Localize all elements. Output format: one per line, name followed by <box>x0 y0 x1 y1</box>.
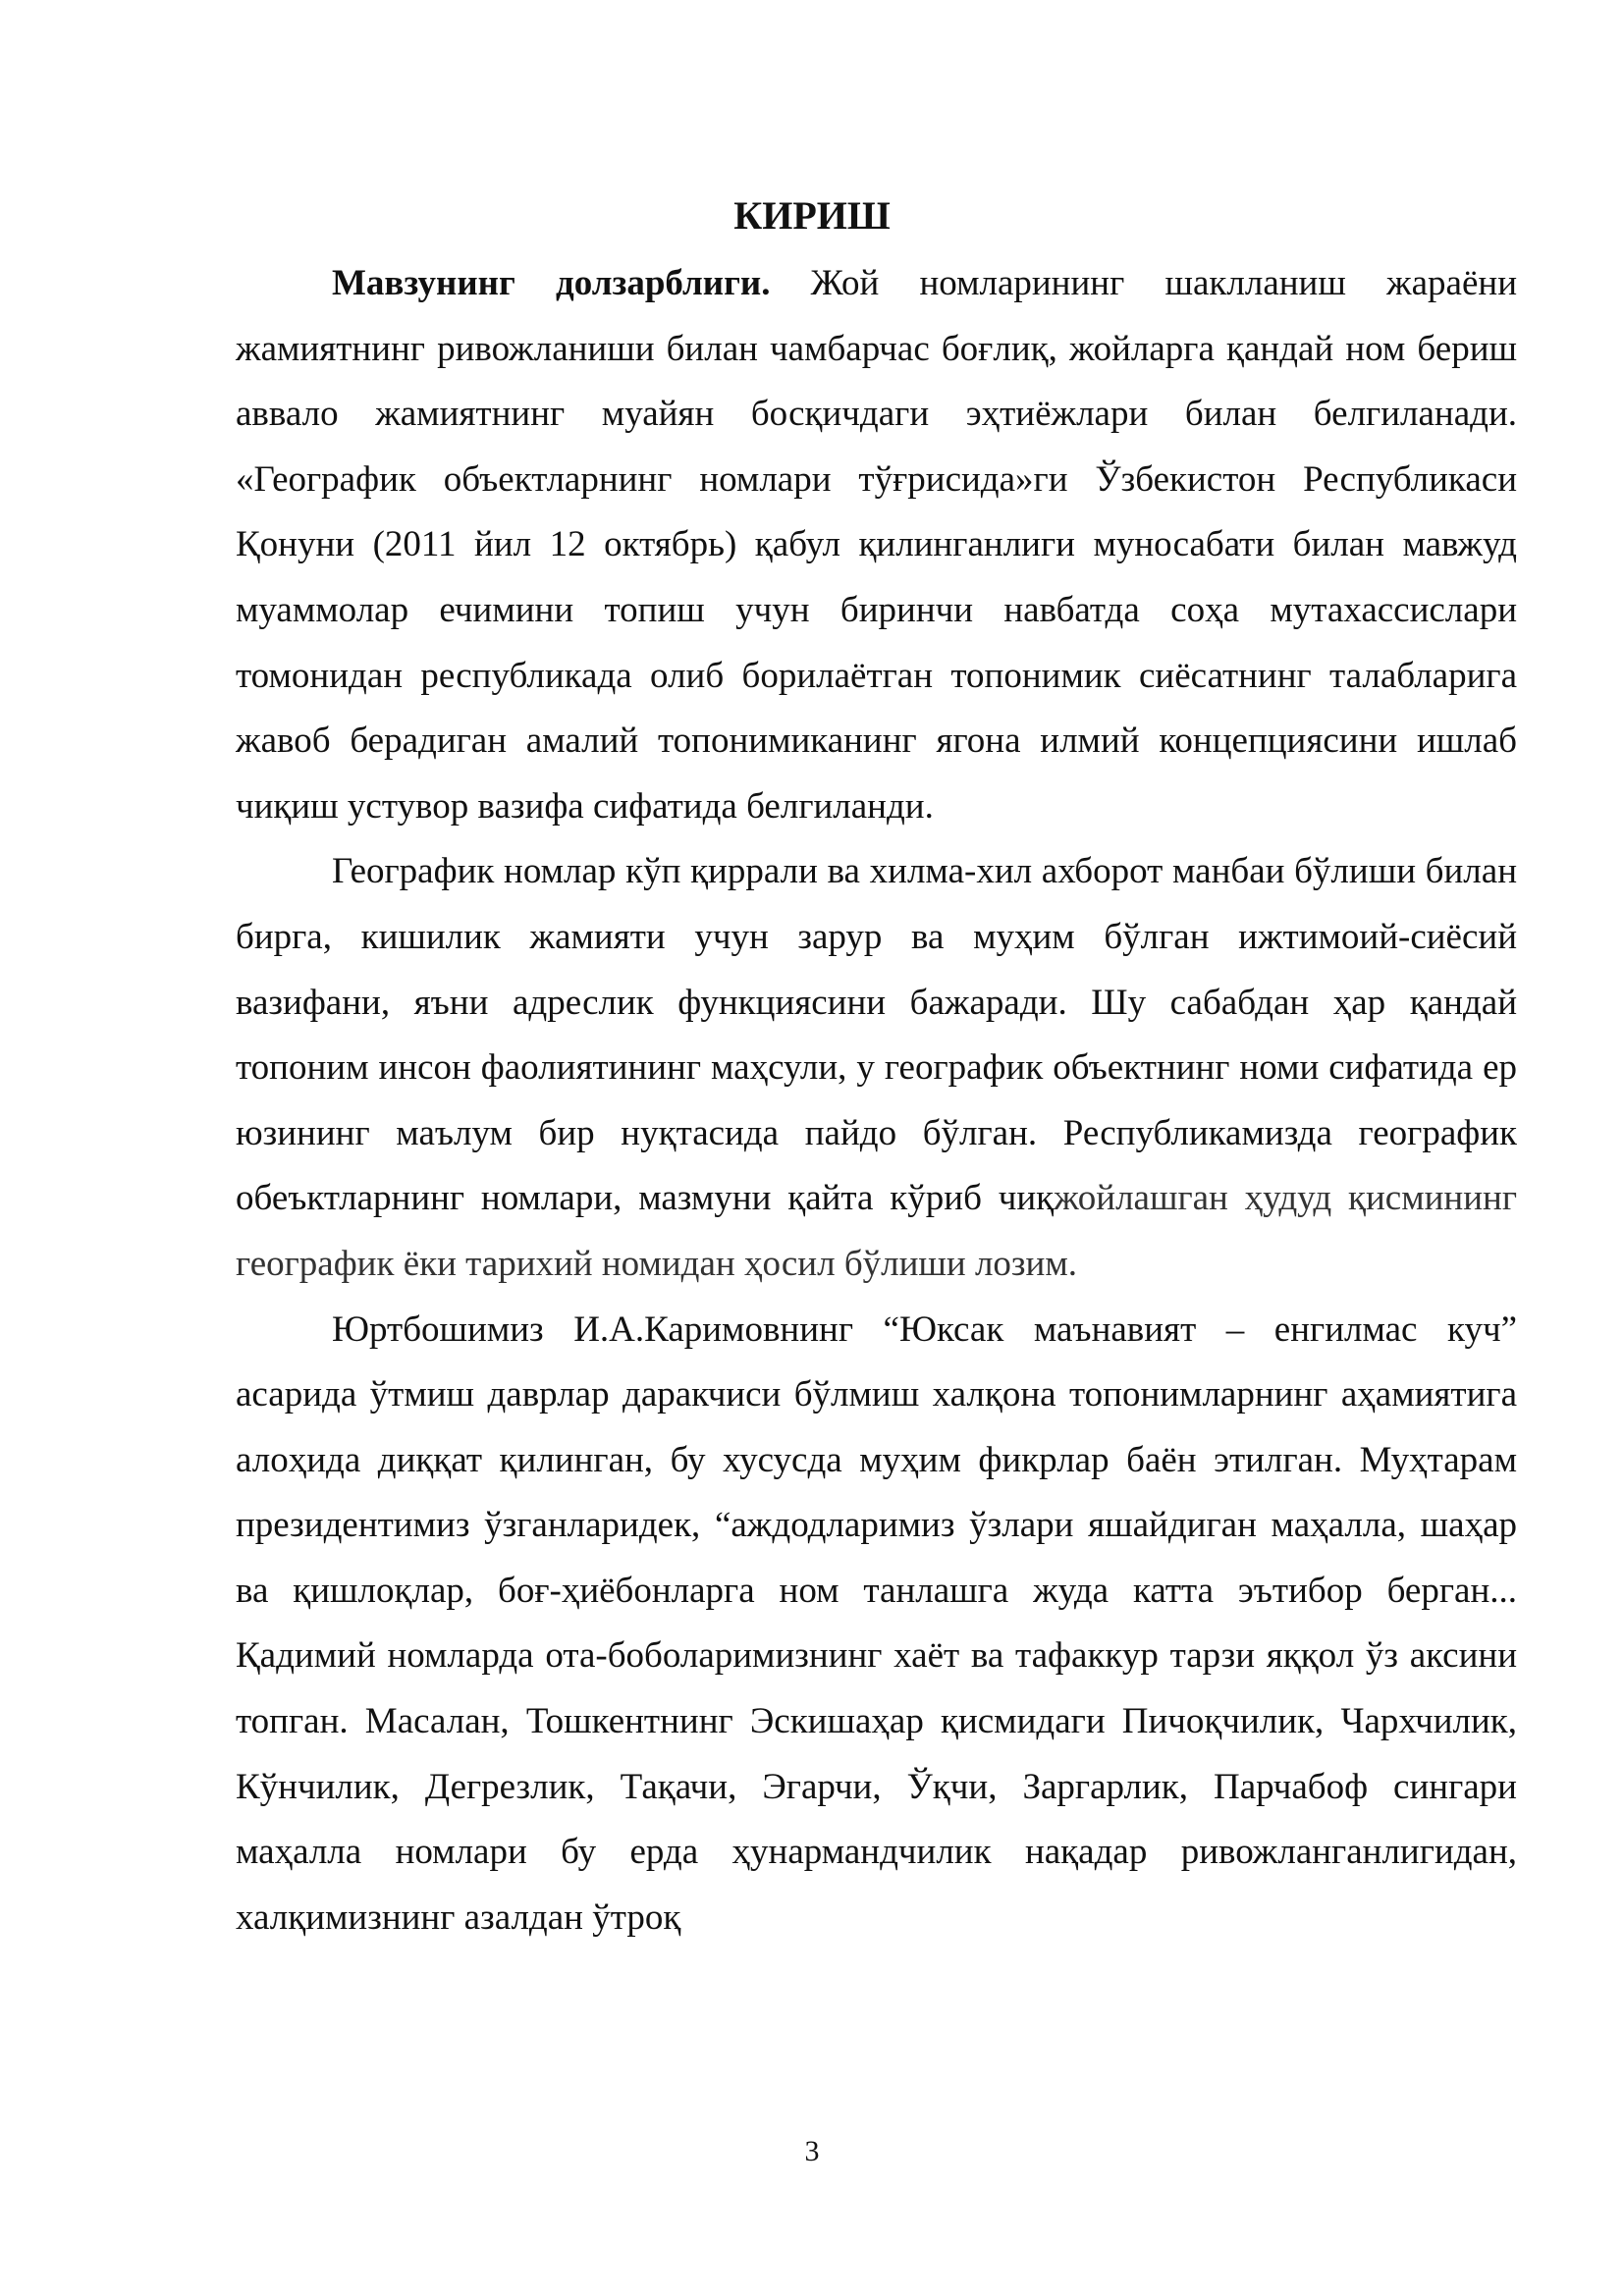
paragraph-text-tail: жойлашган ҳудуд қисмининг географик ёки тарихий номидан ҳосил бўлиши лозим. <box>236 1178 1517 1284</box>
document-body <box>236 251 1517 1950</box>
paragraph-geographic-names <box>236 839 1517 1297</box>
page-number: 3 <box>804 2135 820 2167</box>
paragraph-text: Географик номлар кўп қиррали ва хилма-хил ахборот манбаи бўлиши билан бирга, кишилик жамияти учун зарур ва муҳим бўлган ижтимоий-сиёсий вазифани, яъни адреслик функциясини бажаради. Шу сабабдан ҳар қандай топоним инсон фаолиятининг маҳсули, у географик объектнинг номи сифатида ер юзининг маълум бир нуқтасида пайдо бўлган. Республикамизда географик обеъктларнинг номлари, мазмуни қайта кўриб чиқ <box>236 851 1517 1219</box>
paragraph-text: Юртбошимиз И.А.Каримовнинг “Юксак маънавият – енгилмас куч” асарида ўтмиш даврлар даракчиси бўлмиш халқона топонимларнинг аҳамиятига алоҳида диққат қилинган, бу хусусда муҳим фикрлар баён этилган. Муҳтарам президентимиз ўзганларидек, “аждодларимиз ўзлари яшайдиган маҳалла, шаҳар ва қишлоқлар, боғ-ҳиёбонларга ном танлашга жуда катта эътибор берган... Қадимий номларда ота-боболаримизнинг хаёт ва тафаккур тарзи яққол ўз аксини топган. Масалан, Тошкентнинг Эскишаҳар қисмидаги Пичоқчилик, Чархчилик, Кўнчилик, Дегрезлик, Тақачи, Эгарчи, Ўқчи, Заргарлик, Парчабоф сингари маҳалла номлари бу ерда ҳунармандчилик нақадар ривожланганлигидан, халқимизнинг азалдан ўтроқ <box>236 1308 1517 1938</box>
paragraph-karimov-quote <box>236 1298 1517 1951</box>
page-heading: КИРИШ <box>733 193 891 238</box>
paragraph-text: Жой номларининг шаклланиш жараёни жамиятнинг ривожланиши билан чамбарчас боғлиқ, жойларга қандай ном бериш аввало жамиятнинг муайян босқичдаги эҳтиёжлари билан белгиланади. «Географик объектларнинг номлари тўғрисида»ги Ўзбекистон Республикаси Қонуни (2011 йил 12 октябрь) қабул қилинганлиги муносабати билан мавжуд муаммолар ечимини топиш учун биринчи навбатда соҳа мутахассислари томонидан республикада олиб борилаётган топонимик сиёсатнинг талабларига жавоб берадиган амалий топонимиканинг ягона илмий концепциясини ишлаб чиқиш устувор вазифа сифатида белгиланди. <box>236 263 1517 827</box>
paragraph-relevance <box>236 251 1517 839</box>
paragraph-lead: Мавзунинг долзарблиги. <box>332 263 771 303</box>
